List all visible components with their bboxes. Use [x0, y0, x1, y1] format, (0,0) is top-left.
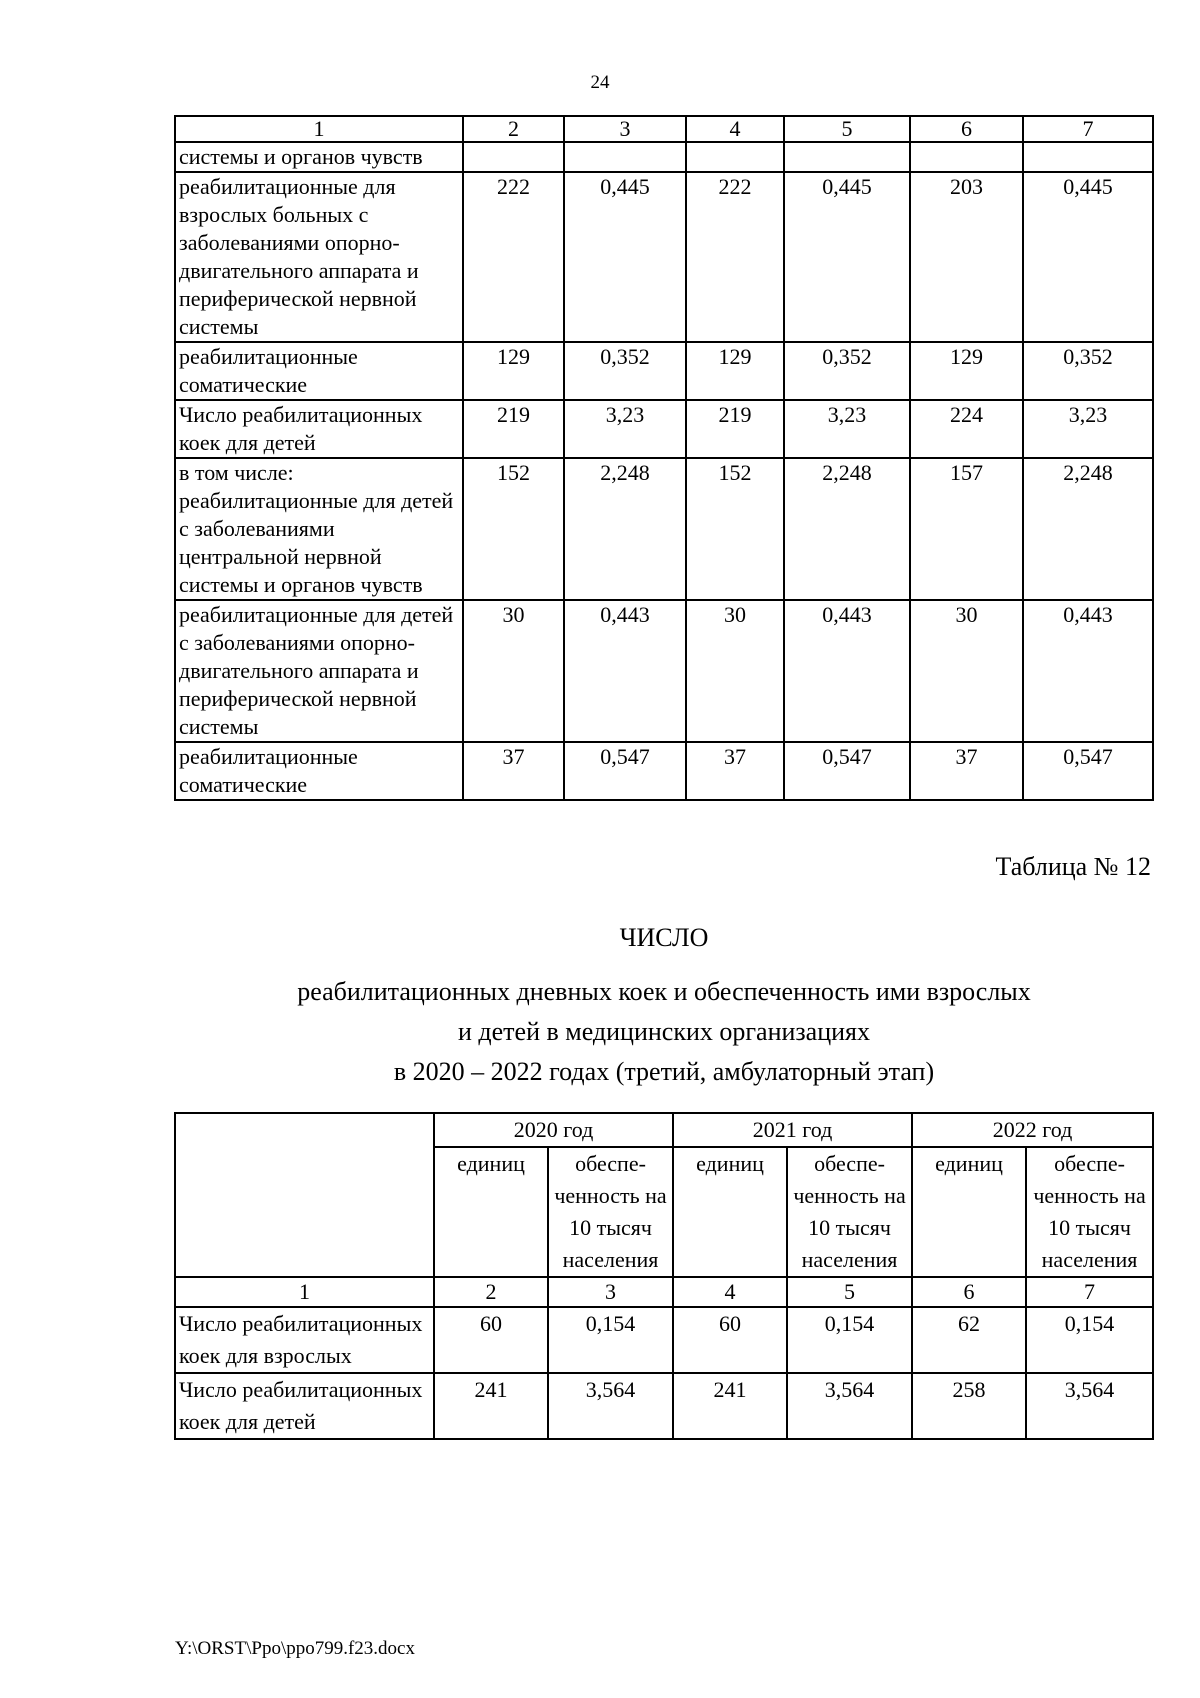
table-row — [175, 458, 1153, 600]
cell-value: 30 — [686, 600, 784, 742]
cell-value: 3,564 — [787, 1373, 912, 1439]
table-row — [175, 600, 1153, 742]
cell-value: 219 — [686, 400, 784, 458]
year-header: 2022 год — [912, 1113, 1153, 1147]
cell-value: 0,154 — [787, 1307, 912, 1373]
units-header: единиц — [673, 1147, 787, 1277]
cell-value: 0,443 — [1023, 600, 1153, 742]
table-title — [180, 918, 1148, 1092]
cell-value — [686, 142, 784, 172]
page-number: 24 — [590, 72, 610, 93]
cell-value: 0,445 — [564, 172, 686, 342]
row-label: системы и органов чувств — [175, 142, 463, 172]
cell-value: 3,564 — [548, 1373, 673, 1439]
cell-value: 0,547 — [564, 742, 686, 800]
cell-value: 241 — [434, 1373, 548, 1439]
column-number: 7 — [1023, 116, 1153, 142]
cell-value: 0,154 — [1026, 1307, 1153, 1373]
empty-header-cell — [175, 1113, 434, 1277]
column-number: 6 — [912, 1277, 1026, 1307]
cell-value: 60 — [673, 1307, 787, 1373]
supply-header: обеспе- ченность на 10 тысяч населения — [787, 1147, 912, 1277]
cell-value: 0,445 — [1023, 172, 1153, 342]
column-number: 1 — [175, 116, 463, 142]
year-header-row — [175, 1113, 1153, 1147]
cell-value — [1023, 142, 1153, 172]
table-number: Таблица № 12 — [995, 852, 1151, 881]
cell-value: 222 — [463, 172, 564, 342]
cell-value: 129 — [910, 342, 1023, 400]
table-row — [175, 172, 1153, 342]
cell-value: 0,443 — [564, 600, 686, 742]
title-line: ЧИСЛО — [619, 923, 709, 952]
file-path-footer: Y:\ORST\Ppo\ppo799.f23.docx — [175, 1638, 415, 1659]
cell-value: 2,248 — [784, 458, 910, 600]
column-number: 6 — [910, 116, 1023, 142]
beds-table-continued — [174, 115, 1154, 801]
cell-value: 157 — [910, 458, 1023, 600]
column-number: 4 — [686, 116, 784, 142]
cell-value — [910, 142, 1023, 172]
cell-value: 0,154 — [548, 1307, 673, 1373]
cell-value: 3,23 — [564, 400, 686, 458]
cell-value — [564, 142, 686, 172]
cell-value: 0,445 — [784, 172, 910, 342]
cell-value: 37 — [686, 742, 784, 800]
cell-value: 37 — [910, 742, 1023, 800]
year-header: 2021 год — [673, 1113, 912, 1147]
table-row — [175, 400, 1153, 458]
cell-value: 3,23 — [1023, 400, 1153, 458]
column-number: 7 — [1026, 1277, 1153, 1307]
day-beds-table — [174, 1112, 1154, 1440]
column-number: 2 — [463, 116, 564, 142]
cell-value: 129 — [686, 342, 784, 400]
column-number: 3 — [564, 116, 686, 142]
row-label: Число реабилитационных коек для детей — [175, 400, 463, 458]
cell-value: 0,352 — [1023, 342, 1153, 400]
cell-value: 0,352 — [784, 342, 910, 400]
table-row — [175, 142, 1153, 172]
cell-value: 241 — [673, 1373, 787, 1439]
cell-value: 219 — [463, 400, 564, 458]
row-label: реабилитационные для взрослых больных с заболеваниями опорно-двигательного аппарата и периферической нервной системы — [175, 172, 463, 342]
cell-value — [463, 142, 564, 172]
year-header: 2020 год — [434, 1113, 673, 1147]
cell-value: 0,547 — [784, 742, 910, 800]
column-number: 2 — [434, 1277, 548, 1307]
table-column-numbers — [175, 116, 1153, 142]
units-header: единиц — [912, 1147, 1026, 1277]
cell-value — [784, 142, 910, 172]
cell-value: 152 — [686, 458, 784, 600]
title-line: в 2020 – 2022 годах (третий, амбулаторный этап) — [393, 1057, 935, 1086]
title-line: реабилитационных дневных коек и обеспеченность ими взрослых — [297, 977, 1031, 1006]
column-number: 5 — [787, 1277, 912, 1307]
row-label: Число реабилитационных коек для детей — [175, 1373, 434, 1439]
title-line: и детей в медицинских организациях — [457, 1017, 871, 1046]
column-number: 1 — [175, 1277, 434, 1307]
cell-value: 0,547 — [1023, 742, 1153, 800]
cell-value: 129 — [463, 342, 564, 400]
row-label: реабилитационные для детей с заболеваниями опорно-двигательного аппарата и периферической нервной системы — [175, 600, 463, 742]
table-row — [175, 1307, 1153, 1373]
row-label: в том числе: реабилитационные для детей с заболеваниями центральной нервной системы и органов чувств — [175, 458, 463, 600]
cell-value: 258 — [912, 1373, 1026, 1439]
cell-value: 30 — [910, 600, 1023, 742]
cell-value: 0,352 — [564, 342, 686, 400]
supply-header: обеспе- ченность на 10 тысяч населения — [1026, 1147, 1153, 1277]
cell-value: 37 — [463, 742, 564, 800]
units-header: единиц — [434, 1147, 548, 1277]
row-label: реабилитационные соматические — [175, 342, 463, 400]
cell-value: 62 — [912, 1307, 1026, 1373]
cell-value: 222 — [686, 172, 784, 342]
cell-value: 203 — [910, 172, 1023, 342]
cell-value: 3,564 — [1026, 1373, 1153, 1439]
table-row — [175, 742, 1153, 800]
column-number: 4 — [673, 1277, 787, 1307]
cell-value: 2,248 — [564, 458, 686, 600]
cell-value: 224 — [910, 400, 1023, 458]
table-column-numbers — [175, 1277, 1153, 1307]
cell-value: 30 — [463, 600, 564, 742]
row-label: Число реабилитационных коек для взрослых — [175, 1307, 434, 1373]
column-number: 3 — [548, 1277, 673, 1307]
column-number: 5 — [784, 116, 910, 142]
table-row — [175, 342, 1153, 400]
row-label: реабилитационные соматические — [175, 742, 463, 800]
cell-value: 0,443 — [784, 600, 910, 742]
cell-value: 152 — [463, 458, 564, 600]
supply-header: обеспе- ченность на 10 тысяч населения — [548, 1147, 673, 1277]
cell-value: 60 — [434, 1307, 548, 1373]
cell-value: 2,248 — [1023, 458, 1153, 600]
table-row — [175, 1373, 1153, 1439]
cell-value: 3,23 — [784, 400, 910, 458]
